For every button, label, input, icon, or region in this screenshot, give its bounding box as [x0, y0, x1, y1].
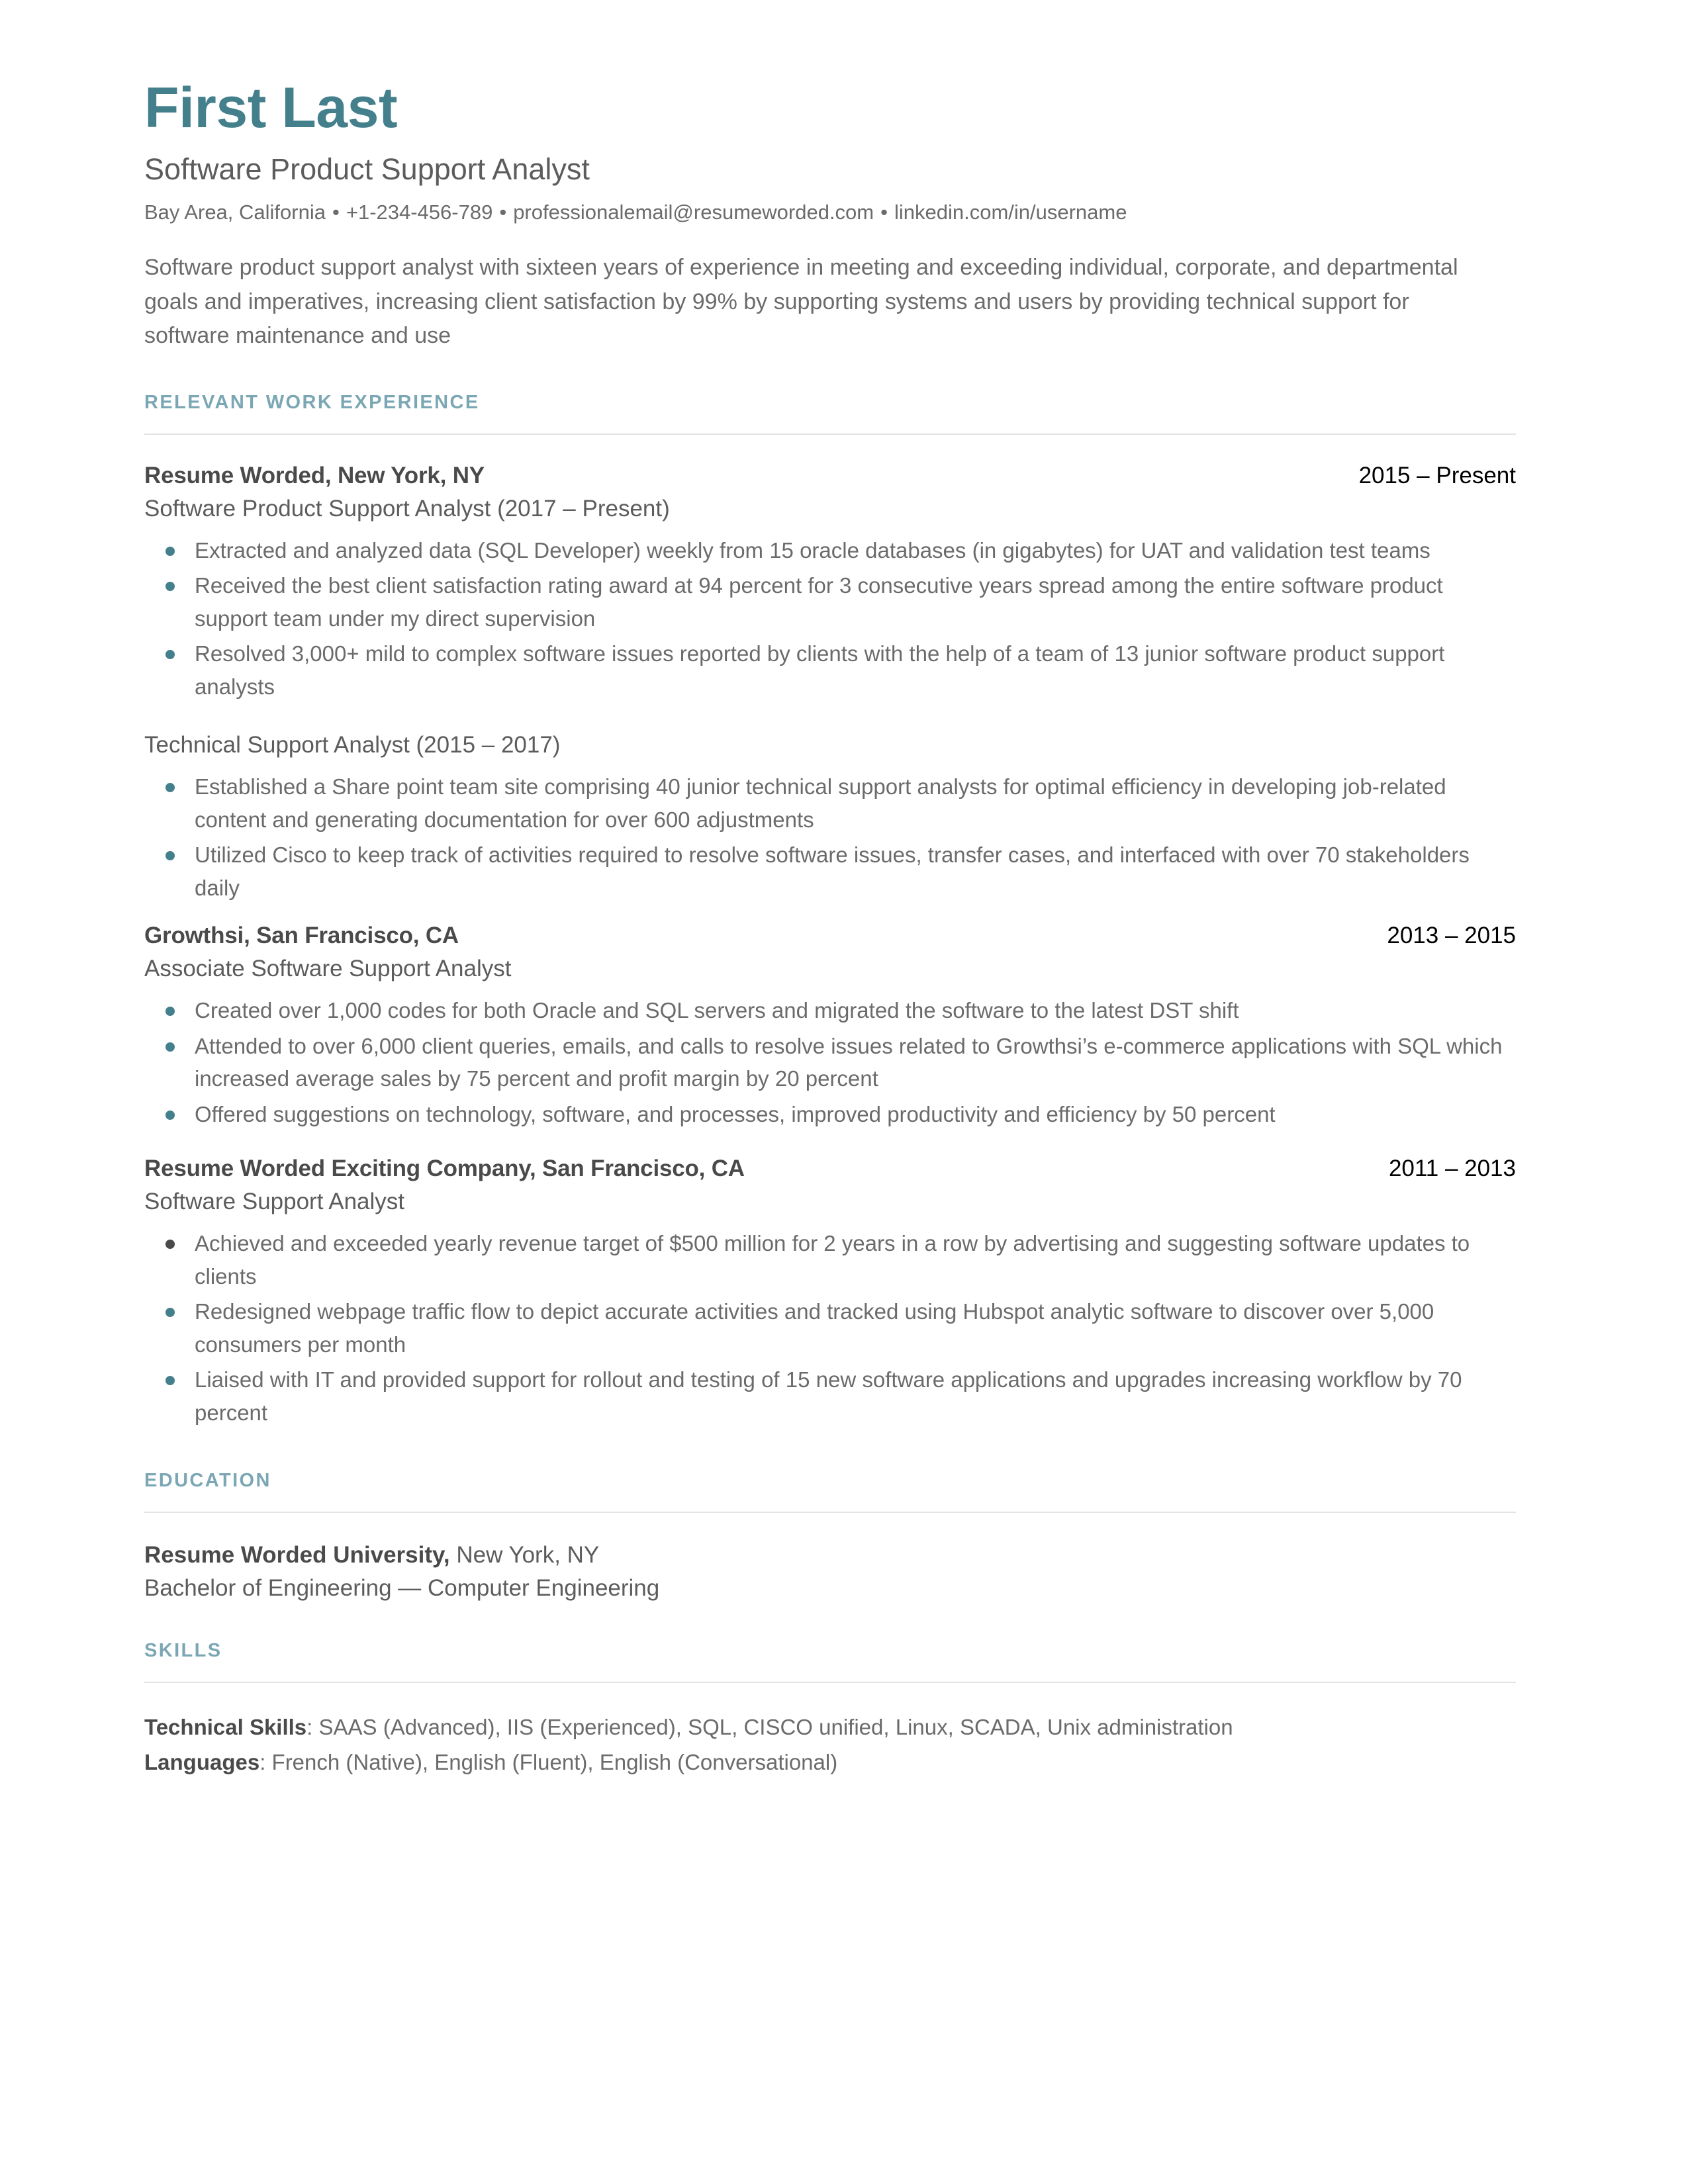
list-item: Redesigned webpage traffic flow to depict accurate activities and tracked using Hubspot analytic software to discover over 5,000 consumers per month — [144, 1295, 1512, 1363]
list-item: Offered suggestions on technology, software, and processes, improved productivity and efficiency by 50 percent — [144, 1098, 1512, 1134]
experience-entry — [144, 440, 1516, 907]
list-item: Created over 1,000 codes for both Oracle and SQL servers and migrated the software to the latest DST shift — [144, 994, 1512, 1030]
experience-dates: 2011 – 2013 — [1388, 1156, 1516, 1182]
contact-separator-2: • — [499, 200, 507, 224]
experience-entry — [144, 907, 1516, 1133]
contact-phone[interactable]: +1-234-456-789 — [346, 200, 493, 224]
experience-company: Resume Worded Exciting Company, San Francisco, CA — [144, 1156, 745, 1182]
experience-entry-header — [144, 1156, 1516, 1182]
contact-linkedin[interactable]: linkedin.com/in/username — [894, 200, 1127, 224]
skills-languages-line — [144, 1746, 1516, 1780]
list-item: Attended to over 6,000 client queries, emails, and calls to resolve issues related to Growthsi’s e-commerce applications with SQL which increased average sales by 75 percent and profit margin by 20 percent — [144, 1030, 1512, 1098]
list-item: Received the best client satisfaction rating award at 94 percent for 3 consecutive years spread among the entire software product support team under my direct supervision — [144, 569, 1512, 637]
contact-email[interactable]: professionalemail@resumeworded.com — [513, 200, 874, 224]
experience-role-title: Software Support Analyst — [144, 1189, 404, 1215]
section-heading-experience: RELEVANT WORK EXPERIENCE — [144, 391, 480, 413]
section-heading-education: EDUCATION — [144, 1470, 271, 1492]
skills-technical-label: Technical Skills — [144, 1715, 307, 1740]
section-divider-skills — [144, 1682, 1516, 1683]
skills-technical-line — [144, 1711, 1516, 1745]
skills-technical-value: : SAAS (Advanced), IIS (Experienced), SQL, CISCO unified, Linux, SCADA, Unix administration — [306, 1715, 1233, 1740]
candidate-name: First Last — [144, 76, 398, 140]
education-school-line — [144, 1542, 1516, 1569]
contact-line — [144, 189, 1516, 226]
experience-bullet-list — [144, 758, 1516, 907]
section-divider-experience — [144, 433, 1516, 435]
section-divider-education — [144, 1512, 1516, 1513]
skills-languages-label: Languages — [144, 1749, 260, 1774]
experience-role-title: Associate Software Support Analyst — [144, 956, 512, 982]
skills-languages-value: : French (Native), English (Fluent), English (Conversational) — [259, 1749, 838, 1774]
contact-location: Bay Area, California — [144, 200, 326, 224]
education-school-location: New York, NY — [449, 1542, 600, 1569]
resume-header — [144, 0, 1516, 353]
experience-company: Resume Worded, New York, NY — [144, 462, 485, 488]
list-item: Extracted and analyzed data (SQL Developer) weekly from 15 oracle databases (in gigabytes) for UAT and validation test teams — [144, 534, 1512, 570]
professional-summary: Software product support analyst with sixteen years of experience in meeting and exceeding individual, corporate, and departmental goals and imperatives, increasing client satisfaction by 99% by supporting systems and users by providing technical support for software maintenance and use — [144, 254, 1458, 349]
candidate-title: Software Product Support Analyst — [144, 152, 590, 187]
contact-separator-1: • — [332, 200, 340, 224]
list-item: Resolved 3,000+ mild to complex software issues reported by clients with the help of a team of 13 junior software product support analysts — [144, 637, 1512, 705]
list-item: Achieved and exceeded yearly revenue target of $500 million for 2 years in a row by advertising and suggesting software updates to clients — [144, 1227, 1512, 1295]
resume-content — [144, 0, 1516, 1780]
experience-role-title: Software Product Support Analyst (2017 – Present) — [144, 495, 670, 522]
experience-dates: 2015 – Present — [1358, 462, 1516, 488]
contact-separator-3: • — [880, 200, 888, 224]
list-item: Liaised with IT and provided support for rollout and testing of 15 new software applications and upgrades increasing workflow by 70 percent — [144, 1363, 1512, 1432]
experience-bullet-list — [144, 982, 1516, 1133]
list-item: Utilized Cisco to keep track of activities required to resolve software issues, transfer cases, and interfaced with over 70 stakeholders daily — [144, 839, 1512, 907]
skills-block — [144, 1688, 1516, 1780]
experience-bullet-list — [144, 1215, 1516, 1432]
experience-entry-header — [144, 463, 1516, 489]
section-heading-skills: SKILLS — [144, 1640, 222, 1662]
education-degree: Bachelor of Engineering — Computer Engineering — [144, 1575, 660, 1602]
experience-entry — [144, 1133, 1516, 1432]
education-entry — [144, 1518, 1516, 1602]
experience-bullet-list — [144, 522, 1516, 706]
experience-dates: 2013 – 2015 — [1387, 923, 1516, 949]
experience-company: Growthsi, San Francisco, CA — [144, 923, 459, 949]
experience-entry-header — [144, 923, 1516, 949]
experience-role-title: Technical Support Analyst (2015 – 2017) — [144, 732, 561, 758]
education-school-name: Resume Worded University, — [144, 1542, 450, 1569]
list-item: Established a Share point team site comprising 40 junior technical support analysts for optimal efficiency in developing job-related content and generating documentation for over 600 adjustments — [144, 770, 1512, 839]
